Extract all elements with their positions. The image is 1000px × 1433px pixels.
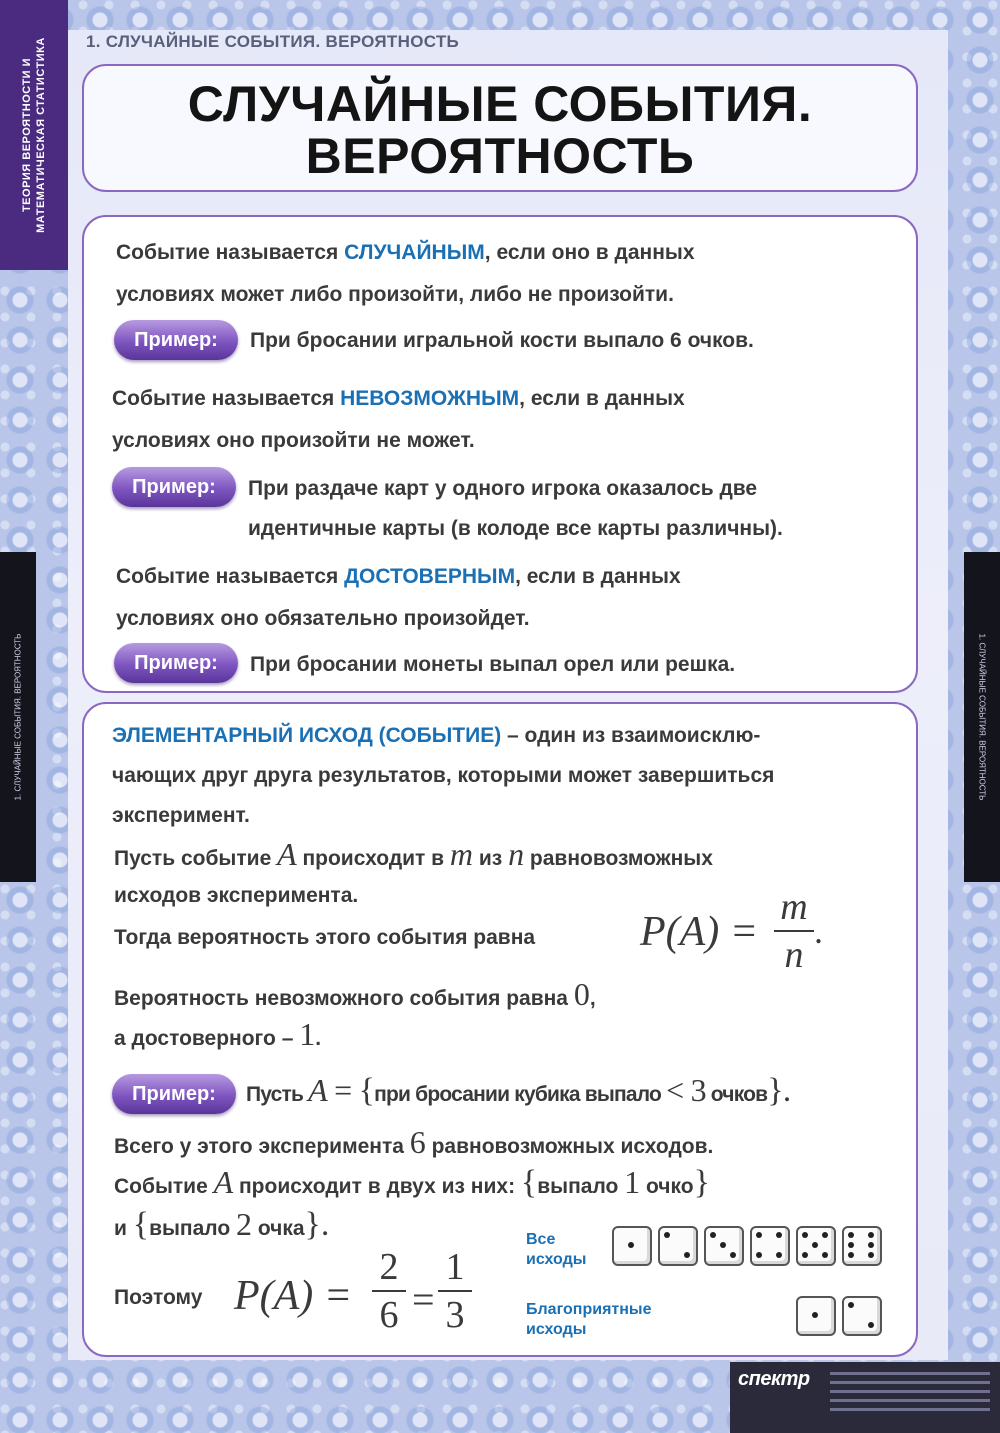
example2-line (246, 1072, 791, 1110)
die-pip (848, 1252, 854, 1258)
page-title (84, 66, 916, 182)
favorable-outcomes-label (526, 1300, 651, 1340)
all-label-1: Все (526, 1231, 556, 1248)
ex2-rbrace: }. (767, 1072, 791, 1109)
die-pip (868, 1322, 874, 1328)
prob-zero: 0 (573, 976, 590, 1012)
fraction-denominator-6: 6 (379, 1294, 399, 1336)
ex2-t3: очков (705, 1083, 768, 1106)
probability-box (82, 702, 918, 1357)
elementary-definition (112, 724, 760, 748)
occ-two: 2 (236, 1206, 253, 1242)
occ-t4: очко (640, 1175, 694, 1198)
impossible-pre: Событие называется (112, 387, 341, 410)
prob-impossible-line (114, 976, 596, 1013)
random-example: При бросании игральной кости выпало 6 очков. (250, 329, 754, 352)
die-pip (756, 1252, 762, 1258)
impossible-keyword: НЕВОЗМОЖНЫМ (340, 387, 520, 410)
die-pip (868, 1252, 874, 1258)
therefore-formula-lhs: P(A) = (234, 1273, 353, 1319)
probability-fraction (774, 886, 814, 976)
fraction-bar-1 (372, 1290, 406, 1292)
prob-t2: а достоверного – (114, 1027, 300, 1050)
die-pip (812, 1312, 818, 1318)
example-badge-certain: Пример: (114, 643, 238, 683)
all-outcomes-die-5 (796, 1226, 836, 1266)
die-pip (802, 1252, 808, 1258)
fraction-numerator-2: 2 (379, 1246, 399, 1288)
therefore-equals: = (412, 1277, 435, 1322)
let-event-line (114, 836, 713, 873)
occ-t6: очка (252, 1217, 305, 1240)
favorable-outcomes-die-1 (796, 1296, 836, 1336)
title-box (82, 64, 918, 192)
fraction-numerator-1: 1 (445, 1246, 465, 1288)
die-pip (868, 1242, 874, 1248)
total-t2: равновозможных исходов. (425, 1135, 714, 1158)
die-pip (812, 1242, 818, 1248)
let-t2: происходит в (296, 847, 450, 870)
let-m: m (449, 836, 474, 872)
occ-lb2: { (132, 1206, 150, 1243)
all-label-2: исходы (526, 1251, 587, 1268)
all-outcomes-die-3 (704, 1226, 744, 1266)
prob-certain-line (114, 1016, 321, 1053)
occurs-line2 (114, 1206, 329, 1244)
right-edge-tab (964, 552, 1000, 882)
all-outcomes-die-6 (842, 1226, 882, 1266)
occ-t5: выпало (149, 1217, 237, 1240)
publisher-logo: спектр (738, 1368, 810, 1390)
die-pip (684, 1252, 690, 1258)
occ-one: 1 (624, 1164, 641, 1200)
random-definition (116, 241, 695, 265)
occ-A: A (213, 1164, 234, 1200)
prob-one: 1 (299, 1016, 316, 1052)
die-pip (720, 1242, 726, 1248)
occ-t3: выпало (537, 1175, 625, 1198)
probability-formula-lhs: P(A) = (640, 909, 759, 955)
random-pre: Событие называется (116, 241, 345, 264)
let-t4: равновозможных (524, 847, 713, 870)
definitions-box (82, 215, 918, 693)
die-pip (756, 1232, 762, 1238)
die-pip (868, 1232, 874, 1238)
elementary-line2: чающих друг друга результатов, которыми может завершиться (112, 764, 775, 787)
impossible-definition-line2: условиях оно произойти не может. (112, 429, 475, 452)
publisher-bar (730, 1362, 1000, 1433)
fav-label-1: Благоприятные (526, 1301, 652, 1318)
certain-keyword: ДОСТОВЕРНЫМ (344, 565, 516, 588)
impossible-definition (112, 387, 685, 411)
occurs-line (114, 1164, 710, 1202)
side-subject-strip (0, 0, 68, 270)
all-outcomes-label (526, 1230, 586, 1270)
ex2-three: 3 (690, 1072, 706, 1108)
page-title-line2: ВЕРОЯТНОСТЬ (305, 128, 695, 184)
prob-comma: , (589, 987, 596, 1010)
die-pip (776, 1232, 782, 1238)
fraction-one-third (438, 1246, 472, 1336)
die-pip (664, 1232, 670, 1238)
die-pip (776, 1252, 782, 1258)
all-outcomes-die-4 (750, 1226, 790, 1266)
all-outcomes-die-1 (612, 1226, 652, 1266)
fraction-numerator-m: m (780, 886, 808, 928)
let-n: n (508, 836, 525, 872)
elementary-line3: эксперимент. (112, 804, 250, 827)
let-t3: из (473, 847, 509, 870)
all-outcomes-die-2 (658, 1226, 698, 1266)
fraction-bar-2 (438, 1290, 472, 1292)
prob-t1: Вероятность невозможного события равна (114, 987, 574, 1010)
elementary-keyword: ЭЛЕМЕНТАРНЫЙ ИСХОД (СОБЫТИЕ) (112, 724, 502, 747)
ex2-eq: = (326, 1072, 359, 1108)
example-badge-impossible: Пример: (112, 467, 236, 507)
die-pip (802, 1232, 808, 1238)
fav-label-2: исходы (526, 1321, 587, 1338)
die-pip (848, 1242, 854, 1248)
random-definition-line2: условиях может либо произойти, либо не произойти. (116, 283, 674, 306)
page-title-line1: СЛУЧАЙНЫЕ СОБЫТИЯ. (187, 76, 813, 132)
left-edge-tab-text: 1. СЛУЧАЙНЫЕ СОБЫТИЯ. ВЕРОЯТНОСТЬ (13, 633, 23, 801)
section-header: 1. СЛУЧАЙНЫЕ СОБЫТИЯ. ВЕРОЯТНОСТЬ (86, 32, 460, 51)
die-pip (822, 1252, 828, 1258)
total-outcomes-line (114, 1124, 713, 1161)
fraction-two-sixths (372, 1246, 406, 1336)
total-six: 6 (409, 1124, 426, 1160)
impossible-post: , если в данных (519, 387, 685, 410)
let-event-line2: исходов эксперимента. (114, 884, 359, 907)
occ-rb2: }. (304, 1206, 330, 1243)
occ-t2: происходит в двух из них: (233, 1175, 521, 1198)
die-pip (848, 1232, 854, 1238)
occ-rb1: } (693, 1164, 710, 1201)
formula-period: . (814, 911, 823, 951)
die-pip (822, 1232, 828, 1238)
die-pip (628, 1242, 634, 1248)
example-badge-dice: Пример: (112, 1074, 236, 1114)
fraction-bar (774, 930, 814, 932)
total-t1: Всего у этого эксперимента (114, 1135, 410, 1158)
certain-post: , если в данных (515, 565, 681, 588)
die-pip (710, 1232, 716, 1238)
example-badge-random: Пример: (114, 320, 238, 360)
then-probability-text: Тогда вероятность этого события равна (114, 926, 536, 949)
certain-example: При бросании монеты выпал орел или решка. (250, 653, 736, 676)
ex2-t1: Пусть (246, 1083, 309, 1106)
fraction-denominator-n: n (784, 934, 804, 976)
occ-and: и (114, 1217, 133, 1240)
impossible-example-line1: При раздаче карт у одного игрока оказалось две (248, 477, 758, 500)
occ-lb1: { (520, 1164, 538, 1201)
impossible-example-line2: идентичные карты (в колоде все карты различны). (248, 517, 783, 540)
ex2-lbrace: { (358, 1072, 375, 1109)
occ-t1: Событие (114, 1175, 214, 1198)
ex2-t2: при бросании кубика выпало (374, 1083, 667, 1106)
die-pip (848, 1302, 854, 1308)
certain-definition (116, 565, 681, 589)
die-pip (730, 1252, 736, 1258)
let-A: A (277, 836, 297, 872)
therefore-label: Поэтому (114, 1286, 203, 1309)
fraction-denominator-3: 3 (445, 1294, 465, 1336)
favorable-outcomes-die-2 (842, 1296, 882, 1336)
right-edge-tab-text: 1. СЛУЧАЙНЫЕ СОБЫТИЯ. ВЕРОЯТНОСТЬ (977, 633, 987, 801)
certain-pre: Событие называется (116, 565, 345, 588)
random-post: , если оно в данных (484, 241, 695, 264)
prob-period: . (315, 1027, 322, 1050)
ex2-A: A (308, 1072, 327, 1108)
left-edge-tab (0, 552, 36, 882)
certain-definition-line2: условиях оно обязательно произойдет. (116, 607, 530, 630)
ex2-lt: < (666, 1072, 691, 1108)
side-subject-text: ТЕОРИЯ ВЕРОЯТНОСТИ И МАТЕМАТИЧЕСКАЯ СТАТИСТИКА (21, 37, 47, 233)
elementary-post: – один из взаимоисклю- (501, 724, 761, 747)
publisher-info-lines (830, 1372, 990, 1417)
let-t1: Пусть событие (114, 847, 278, 870)
random-keyword: СЛУЧАЙНЫМ (344, 241, 485, 264)
